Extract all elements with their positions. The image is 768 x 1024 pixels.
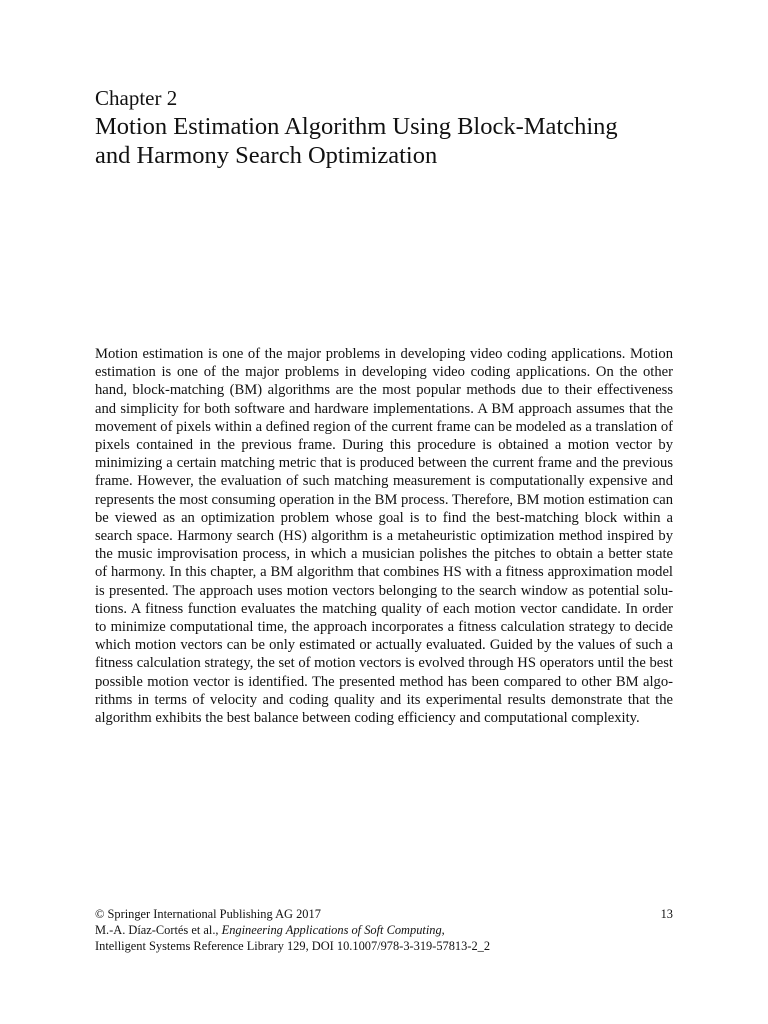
page-footer xyxy=(95,906,673,954)
citation-book-title-suffix: , xyxy=(441,923,445,937)
series-line: Intelligent Systems Reference Library 129, DOI 10.1007/978-3-319-57813-2_2 xyxy=(95,939,491,953)
chapter-label: Chapter 2 xyxy=(95,86,178,110)
copyright-notice: © Springer International Publishing AG 2017 xyxy=(95,907,321,921)
page-number: 13 xyxy=(660,907,673,921)
citation-authors: M.-A. Díaz-Cortés et al., xyxy=(95,923,222,937)
footer-copyright-row xyxy=(95,906,673,922)
chapter-title: Motion Estimation Algorithm Using Block-Matching and Harmony Search Optimization xyxy=(95,113,618,169)
chapter-abstract: Motion estimation is one of the major problems in developing video coding applications. Motion estimation is one of the major problems in developing video coding applications. On the other hand, block-matching (BM) algorithms are the most popular methods due to their effectiveness and simplicity for both software and hardware implementations. A BM approach assumes that the movement of pixels within a defined region of the current frame can be modeled as a translation of pixels contained in the previous frame. During this procedure is obtained a motion vector by minimizing a certain matching metric that is produced between the current frame and the previous frame. However, the evaluation of such matching measurement is computationally expensive and represents the most consuming operation in the BM process. Therefore, BM motion estimation can be viewed as an optimization problem whose goal is to find the best-matching block within a search space. Harmony search (HS) algorithm is a metaheuristic optimization method inspired by the music improvisation process, in which a musician polishes the pitches to obtain a better state of harmony. In this chapter, a BM algorithm that combines HS with a fitness approximation model is presented. The approach uses motion vectors belonging to the search window as potential solutions. A fitness function evaluates the matching quality of each motion vector candidate. In order to minimize computational time, the approach incorporates a fitness calculation strategy to decide which motion vectors can be only estimated or actually evaluated. Guided by the values of such a fitness calculation strategy, the set of motion vectors is evolved through HS operators until the best possible motion vector is identified. The presented method has been compared to other BM algorithms in terms of velocity and coding quality and its experimental results demonstrate that the algorithm exhibits the best balance between coding efficiency and computational complexity. xyxy=(95,346,673,727)
citation-book-title: Engineering Applications of Soft Computing xyxy=(221,923,442,937)
citation-line xyxy=(95,922,673,938)
